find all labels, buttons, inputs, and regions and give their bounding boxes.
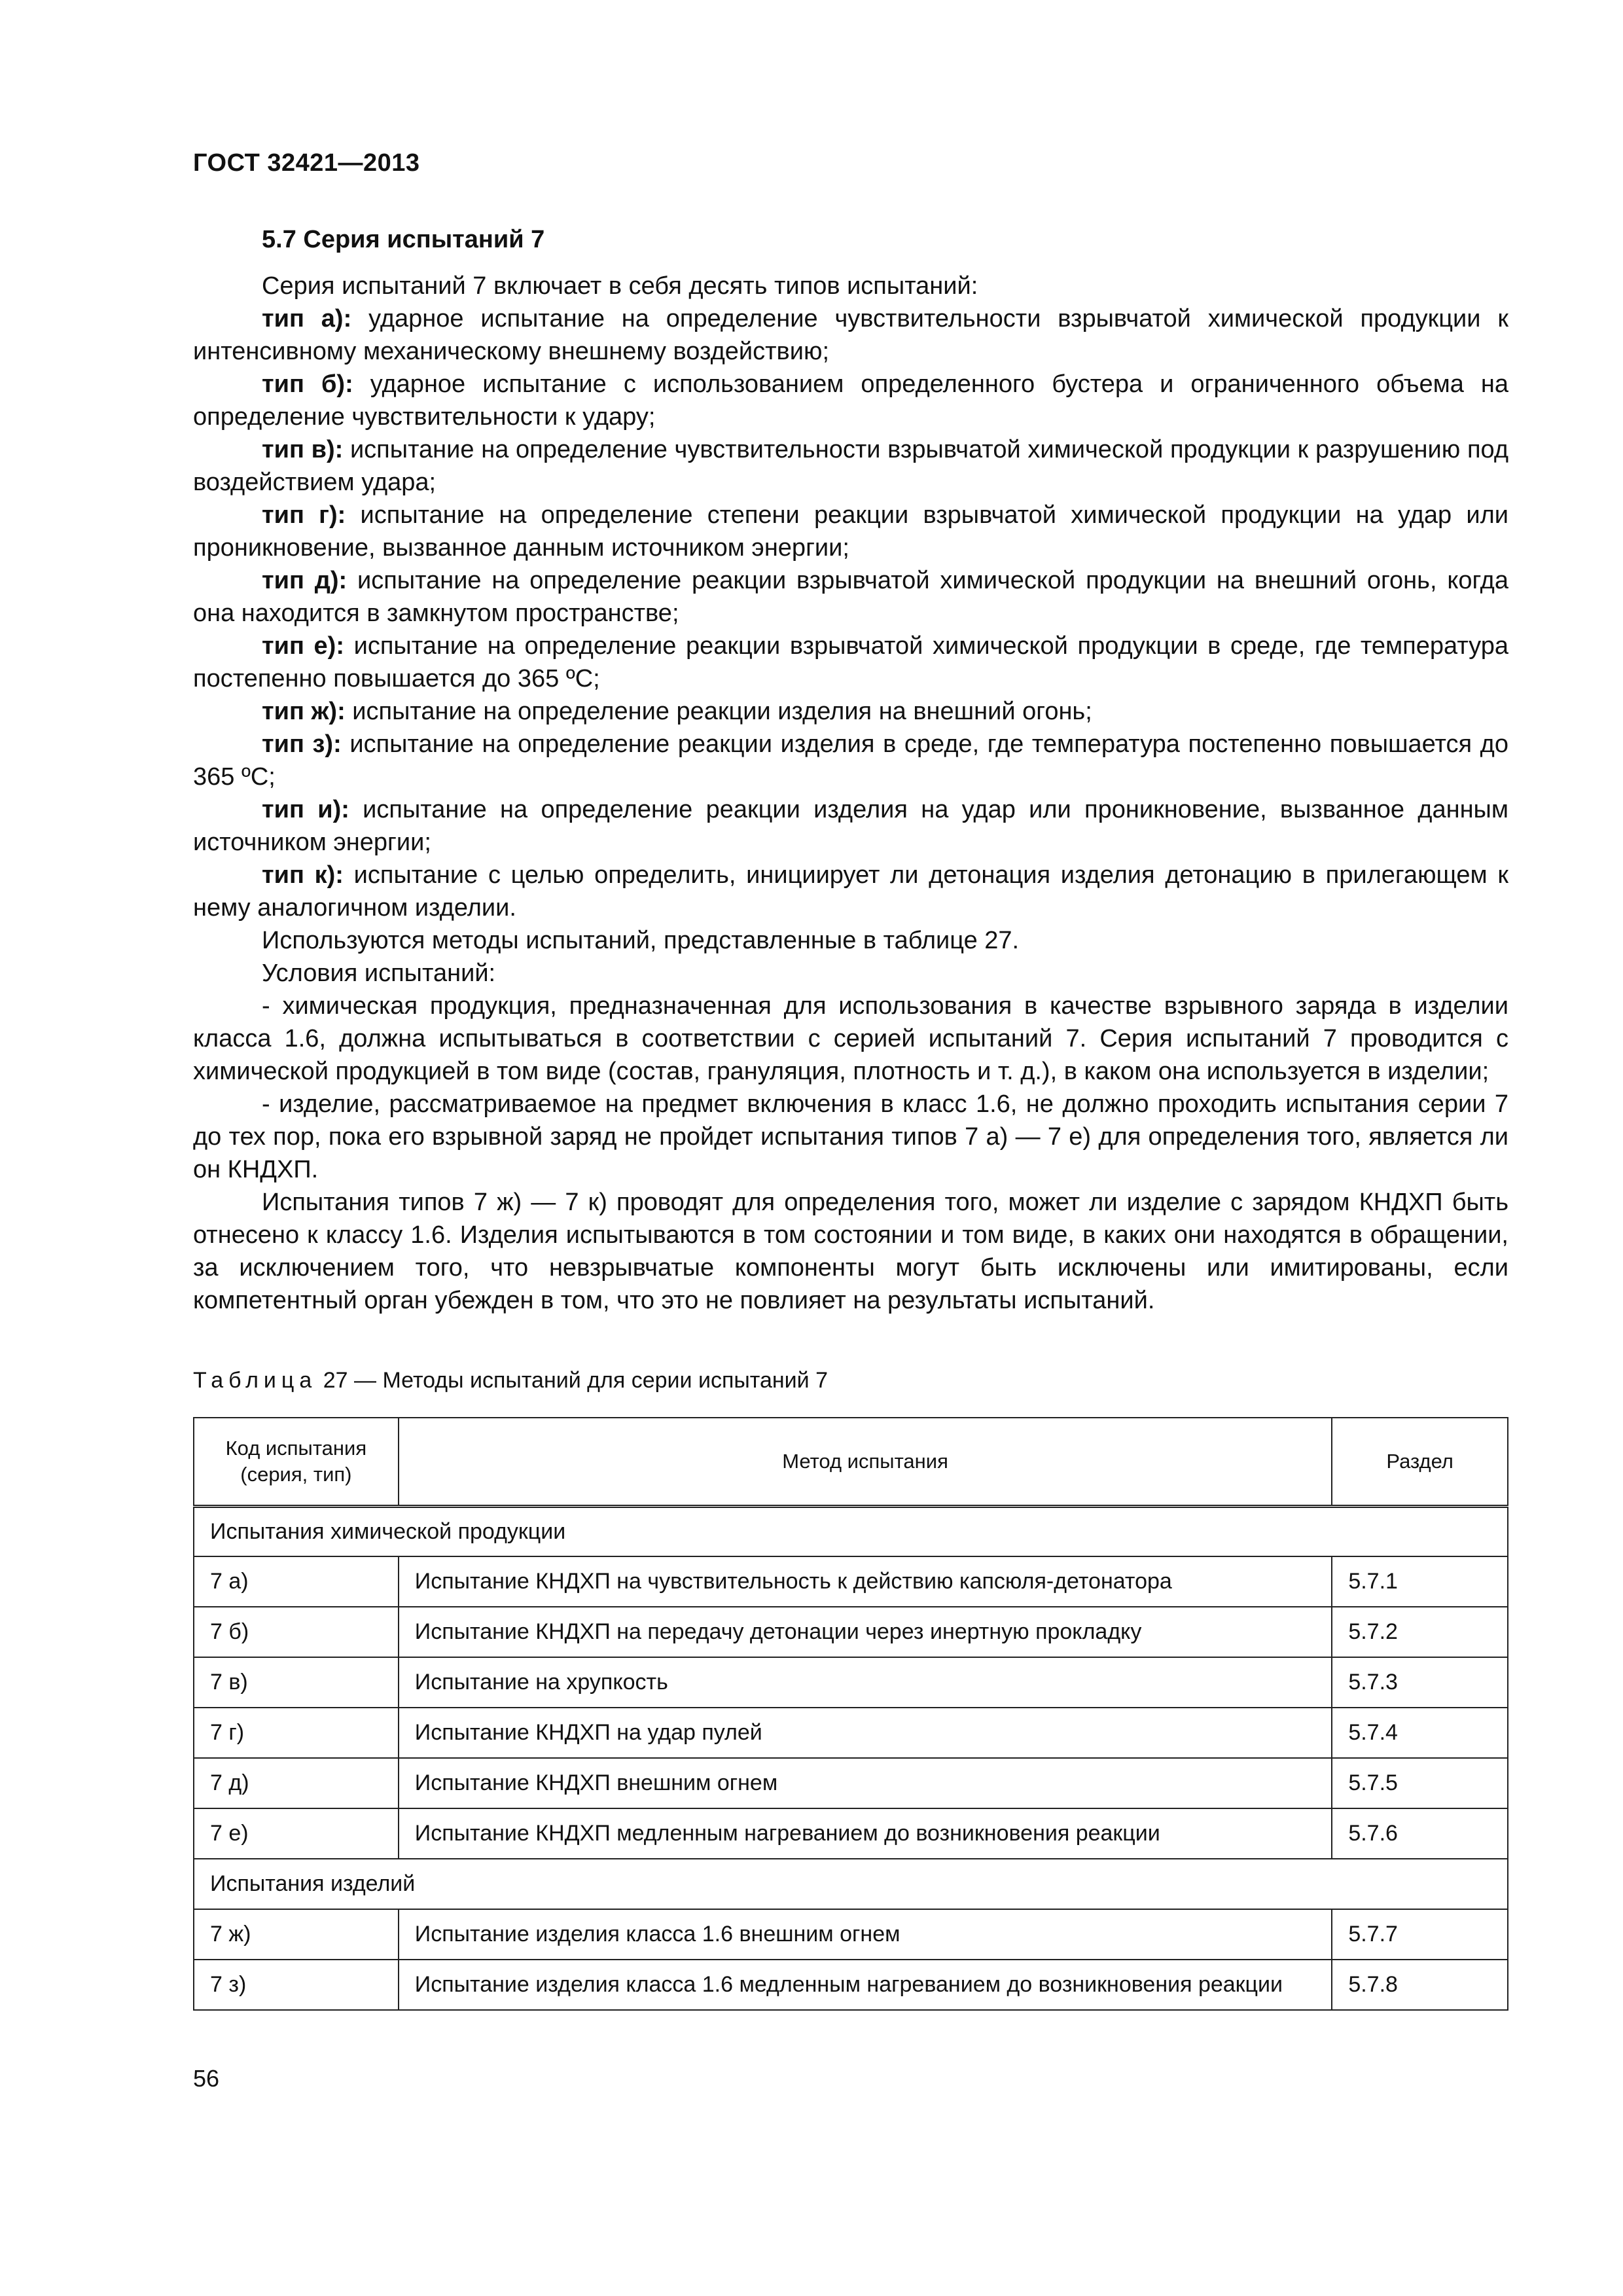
cell-code: 7 ж) [194,1909,399,1960]
table-caption-label: Таблица [193,1368,317,1393]
table-caption-text: 27 — Методы испытаний для серии испытаний 7 [317,1368,829,1393]
group-chemical: Испытания химической продукции [194,1506,1508,1556]
cell-code: 7 г) [194,1708,399,1758]
cell-code: 7 а) [194,1556,399,1607]
type-text: ударное испытание с использованием определенного бустера и ограниченного объема на определение чувствительности к удару; [193,370,1508,431]
table-row [194,1808,1508,1859]
table-group-row [194,1859,1508,1909]
type-v-paragraph [193,433,1508,499]
cell-section: 5.7.2 [1332,1607,1508,1657]
type-text: ударное испытание на определение чувствительности взрывчатой химической продукции к интенсивному механическому внешнему воздействию; [193,305,1508,365]
type-key: тип и): [262,796,349,823]
closing-paragraph: Испытания типов 7 ж) — 7 к) проводят для определения того, может ли изделие с зарядом КНДХП быть отнесено к классу 1.6. Изделия испытываются в том состоянии и том виде, в каких они находятся в обращении, за исключением того, что невзрывчатые компоненты могут быть исключены или имитированы, если компетентный орган убежден в том, что это не повлияет на результаты испытаний. [193,1189,1508,1314]
cell-section: 5.7.3 [1332,1657,1508,1708]
type-e-paragraph [193,630,1508,695]
methods-reference-paragraph: Используются методы испытаний, представленные в таблице 27. [262,927,1020,954]
table-header-row [194,1418,1508,1506]
cell-code: 7 б) [194,1607,399,1657]
type-d-paragraph [193,564,1508,630]
cell-method: Испытание КНДХП на передачу детонации через инертную прокладку [399,1607,1332,1657]
document-code: ГОСТ 32421—2013 [193,149,420,177]
type-text: испытание на определение реакции взрывчатой химической продукции в среде, где температура постепенно повышается до 365 ºС; [193,632,1508,692]
type-key: тип а): [262,305,352,332]
type-i-paragraph [193,793,1508,859]
intro-paragraph: Серия испытаний 7 включает в себя десять типов испытаний: [262,272,978,300]
cell-code: 7 з) [194,1960,399,2010]
table-row [194,1708,1508,1758]
table-row [194,1556,1508,1607]
type-k-paragraph [193,859,1508,924]
type-text: испытание на определение реакции изделия на внешний огонь; [345,698,1092,725]
cell-method: Испытание КНДХП медленным нагреванием до возникновения реакции [399,1808,1332,1859]
type-key: тип к): [262,861,344,889]
condition-1-paragraph: - химическая продукция, предназначенная для использования в качестве взрывного заряда в изделии класса 1.6, должна испытываться в соответствии с серией испытаний 7. Серия испытаний 7 проводится с химической продукцией в том виде (состав, грануляция, плотность и т. д.), в каком она используется в изделии; [193,992,1508,1085]
cell-code: 7 е) [194,1808,399,1859]
cell-method: Испытание изделия класса 1.6 медленным нагреванием до возникновения реакции [399,1960,1332,2010]
type-key: тип б): [262,370,353,398]
type-text: испытание на определение реакции изделия в среде, где температура постепенно повышается до 365 ºС; [193,730,1508,791]
type-key: тип ж): [262,698,346,725]
type-text: испытание с целью определить, инициирует ли детонация изделия детонацию в прилегающем к нему аналогичном изделии. [193,861,1508,922]
condition-2-paragraph: - изделие, рассматриваемое на предмет включения в класс 1.6, не должно проходить испытания серии 7 до тех пор, пока его взрывной заряд не пройдет испытания типов 7 а) — 7 е) для определения того, является ли он КНДХП. [193,1090,1508,1183]
cell-section: 5.7.4 [1332,1708,1508,1758]
table-row [194,1909,1508,1960]
type-g-paragraph [193,499,1508,564]
type-key: тип в): [262,436,344,463]
header-code [194,1418,399,1506]
header-section: Раздел [1332,1418,1508,1506]
cell-section: 5.7.1 [1332,1556,1508,1607]
cell-method: Испытание КНДХП внешним огнем [399,1758,1332,1808]
table-row [194,1758,1508,1808]
type-text: испытание на определение степени реакции взрывчатой химической продукции на удар или проникновение, вызванное данным источником энергии; [193,501,1508,562]
type-text: испытание на определение чувствительности взрывчатой химической продукции к разрушению под воздействием удара; [193,436,1508,496]
header-code-line2: (серия, тип) [240,1462,352,1486]
table-group-row [194,1506,1508,1556]
type-key: тип г): [262,501,346,529]
section-title: 5.7 Серия испытаний 7 [262,226,545,253]
table-caption [193,1368,828,1393]
body-text [193,270,1508,1317]
methods-table [193,1417,1508,2011]
cell-section: 5.7.6 [1332,1808,1508,1859]
header-method: Метод испытания [399,1418,1332,1506]
header-code-line1: Код испытания [225,1436,367,1460]
type-text: испытание на определение реакции изделия на удар или проникновение, вызванное данным источником энергии; [193,796,1508,856]
cell-section: 5.7.7 [1332,1909,1508,1960]
type-zh-paragraph [193,695,1508,728]
conditions-title: Условия испытаний: [262,960,496,987]
page-number: 56 [193,2065,220,2092]
table-row [194,1607,1508,1657]
cell-section: 5.7.8 [1332,1960,1508,2010]
cell-code: 7 в) [194,1657,399,1708]
cell-method: Испытание на хрупкость [399,1657,1332,1708]
cell-code: 7 д) [194,1758,399,1808]
type-b-paragraph [193,368,1508,433]
type-text: испытание на определение реакции взрывчатой химической продукции на внешний огонь, когда она находится в замкнутом пространстве; [193,567,1508,627]
cell-section: 5.7.5 [1332,1758,1508,1808]
cell-method: Испытание изделия класса 1.6 внешним огнем [399,1909,1332,1960]
table-row [194,1657,1508,1708]
table-row [194,1960,1508,2010]
type-z-paragraph [193,728,1508,793]
type-key: тип д): [262,567,348,594]
type-key: тип з): [262,730,342,758]
type-key: тип е): [262,632,344,660]
group-articles: Испытания изделий [194,1859,1508,1909]
cell-method: Испытание КНДХП на чувствительность к действию капсюля-детонатора [399,1556,1332,1607]
type-a-paragraph [193,302,1508,368]
cell-method: Испытание КНДХП на удар пулей [399,1708,1332,1758]
